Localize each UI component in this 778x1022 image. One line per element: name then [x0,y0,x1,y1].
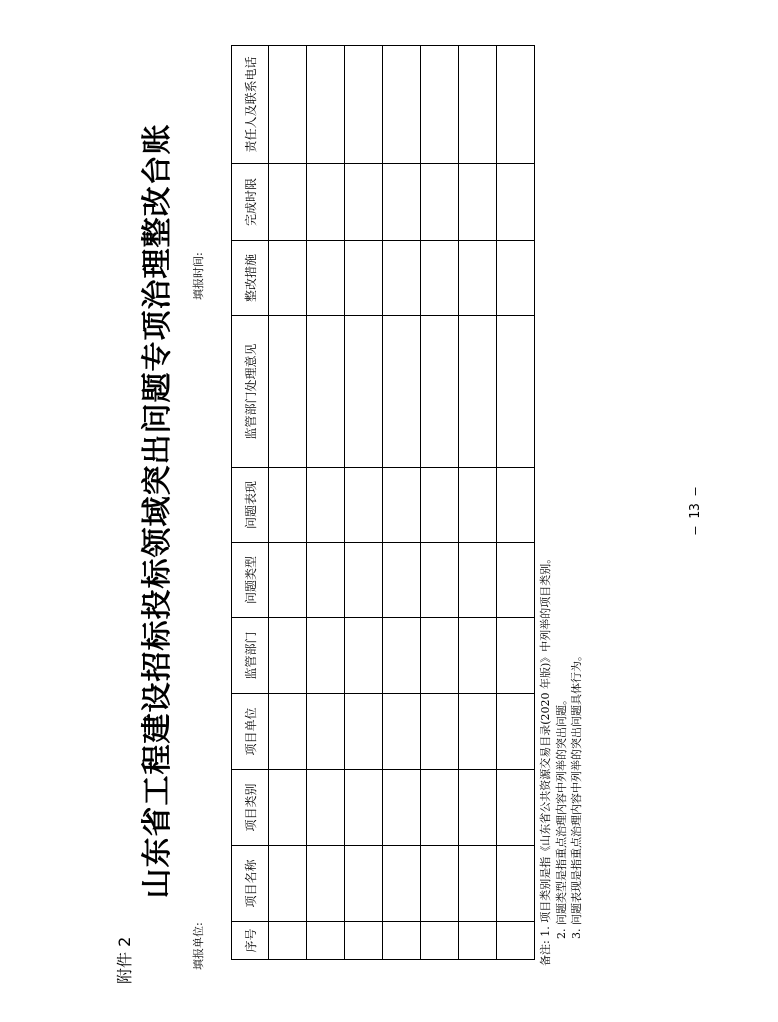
table-cell[interactable] [383,694,421,770]
fill-unit-label: 填报单位: [192,922,205,970]
table-cell[interactable] [269,241,307,316]
table-cell[interactable] [497,468,535,543]
table-cell[interactable] [459,468,497,543]
table-cell[interactable] [459,316,497,468]
table-cell[interactable] [421,241,459,316]
table-cell[interactable] [421,846,459,922]
table-cell[interactable] [383,468,421,543]
table-cell[interactable] [459,241,497,316]
table-cell[interactable] [269,164,307,241]
table-header-row [232,46,269,960]
table-cell[interactable] [459,164,497,241]
table-cell[interactable] [383,164,421,241]
header-cell: 序号 [232,922,269,960]
table-cell[interactable] [421,468,459,543]
table-row [421,46,459,960]
table-cell[interactable] [269,46,307,164]
table-cell[interactable] [497,922,535,960]
table-cell[interactable] [383,770,421,846]
table-cell[interactable] [307,316,345,468]
table-cell[interactable] [383,241,421,316]
table-cell[interactable] [269,694,307,770]
table-cell[interactable] [345,316,383,468]
page-number: – 13 – [688,487,703,535]
table-cell[interactable] [421,922,459,960]
table-cell[interactable] [459,846,497,922]
table-cell[interactable] [497,694,535,770]
header-cell: 责任人及联系电话 [232,46,269,164]
header-cell: 项目名称 [232,846,269,922]
table-cell[interactable] [383,922,421,960]
table-cell[interactable] [345,846,383,922]
table-cell[interactable] [497,316,535,468]
table-cell[interactable] [497,241,535,316]
table-cell[interactable] [421,694,459,770]
table-cell[interactable] [497,846,535,922]
table-row [383,46,421,960]
notes-block [538,553,585,966]
table-cell[interactable] [459,770,497,846]
table-cell[interactable] [269,316,307,468]
header-cell: 整改措施 [232,241,269,316]
table-row [307,46,345,960]
table-cell[interactable] [345,468,383,543]
header-cell: 监管部门 [232,618,269,694]
table-cell[interactable] [383,543,421,618]
table-cell[interactable] [497,543,535,618]
table-cell[interactable] [383,846,421,922]
document-title: 山东省工程建设招标投标领域突出问题专项治理整改台账 [140,123,175,899]
table-cell[interactable] [345,922,383,960]
table-cell[interactable] [345,618,383,694]
table-cell[interactable] [307,46,345,164]
table-cell[interactable] [459,694,497,770]
note-line: 备注: 1. 项目类别是指《山东省公共资源交易目录(2020 年版)》中列举的项目类别。 [539,552,552,966]
header-cell: 项目类别 [232,770,269,846]
header-cell: 完成时限 [232,164,269,241]
table-cell[interactable] [383,618,421,694]
table-cell[interactable] [307,543,345,618]
table-cell[interactable] [459,922,497,960]
note-line: 2. 问题类型是指重点治理内容中列举的突出问题。 [554,694,568,939]
table-cell[interactable] [345,543,383,618]
table-cell[interactable] [345,241,383,316]
table-cell[interactable] [269,468,307,543]
table-cell[interactable] [497,618,535,694]
table-cell[interactable] [459,543,497,618]
table-cell[interactable] [497,164,535,241]
table-cell[interactable] [307,164,345,241]
rectification-ledger-table [231,45,535,960]
table-cell[interactable] [383,46,421,164]
table-row [269,46,307,960]
table-cell[interactable] [421,164,459,241]
table-cell[interactable] [421,543,459,618]
table-cell[interactable] [421,618,459,694]
table-cell[interactable] [307,846,345,922]
table-cell[interactable] [459,618,497,694]
table-row [345,46,383,960]
table-cell[interactable] [307,618,345,694]
table-cell[interactable] [345,164,383,241]
table-cell[interactable] [497,770,535,846]
fill-time-label: 填报时间: [192,252,205,300]
table-cell[interactable] [269,846,307,922]
table-cell[interactable] [383,316,421,468]
table-cell[interactable] [497,46,535,164]
table-cell[interactable] [269,922,307,960]
header-cell: 问题表现 [232,468,269,543]
table-cell[interactable] [459,46,497,164]
table-cell[interactable] [269,543,307,618]
table-cell[interactable] [345,46,383,164]
table-cell[interactable] [269,770,307,846]
table-cell[interactable] [307,922,345,960]
table-cell[interactable] [307,694,345,770]
table-cell[interactable] [345,694,383,770]
table-cell[interactable] [307,468,345,543]
header-cell: 项目单位 [232,694,269,770]
table-cell[interactable] [421,770,459,846]
note-line: 3. 问题表现是指重点治理内容中列举的突出问题具体行为。 [570,650,583,939]
table-cell[interactable] [421,46,459,164]
table-cell[interactable] [421,316,459,468]
attachment-label: 附件 2 [115,936,134,984]
table-cell[interactable] [307,770,345,846]
table-row [459,46,497,960]
table-cell[interactable] [345,770,383,846]
header-cell: 问题类型 [232,543,269,618]
table-row [497,46,535,960]
header-cell: 监管部门处理意见 [232,316,269,468]
table-cell[interactable] [269,618,307,694]
table-cell[interactable] [307,241,345,316]
